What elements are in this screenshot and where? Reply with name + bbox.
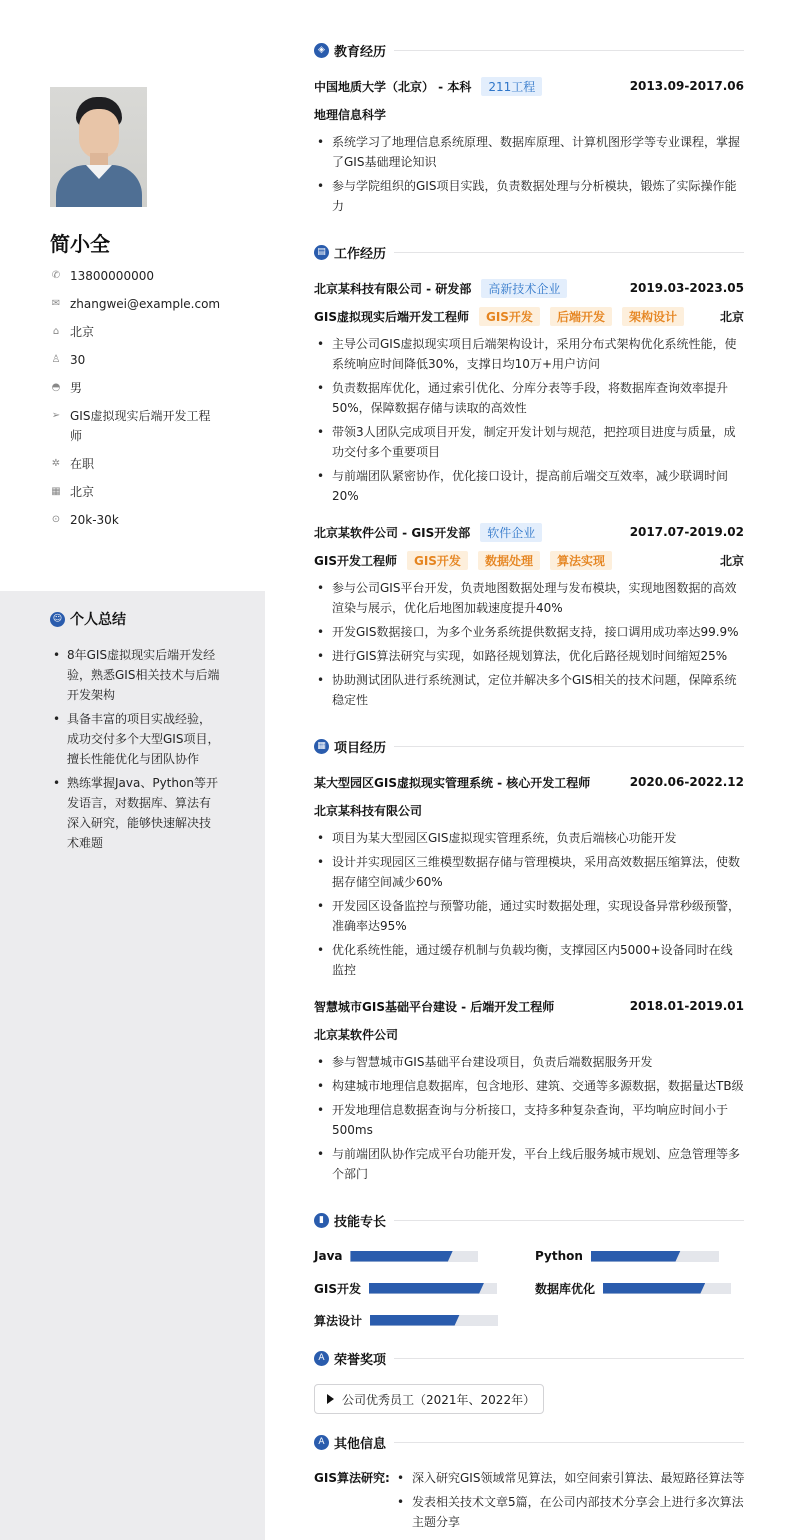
skill-tag: 数据处理 (478, 551, 540, 570)
salary-icon: ⊙ (51, 514, 61, 525)
award-icon: A (314, 1351, 329, 1366)
job-duties-list (314, 334, 744, 510)
school-tag: 211工程 (481, 77, 542, 96)
project-company-row (314, 1024, 744, 1044)
job-city: 北京 (719, 553, 744, 568)
list-item: • 深入研究GIS领域常见算法，如空间索引算法、最短路径算法等 (394, 1468, 746, 1488)
skill-bar-fill (591, 1251, 681, 1262)
list-item: • 系统学习了地理信息系统原理、数据库原理、计算机图形学等专业课程，掌握了GIS基础理论知识 (314, 132, 744, 172)
divider (394, 1220, 744, 1221)
awards-heading: A 荣誉奖项 (314, 1348, 744, 1368)
summary-heading: ☺ 个人总结 (50, 609, 126, 629)
list-item: • 协助测试团队进行系统测试，定位并解决多个GIS相关的技术问题，保障系统稳定性 (314, 670, 744, 710)
education-row (314, 76, 744, 96)
list-item: • 优化系统性能，通过缓存机制与负载均衡，支撑园区内5000+设备同时在线监控 (314, 940, 744, 980)
skill-bar-fill (603, 1283, 705, 1294)
education-list (314, 132, 744, 220)
skill-tag: GIS开发 (479, 307, 540, 326)
job-period: 2017.07-2019.02 (629, 525, 744, 539)
project-row (314, 772, 744, 792)
job-company-row (314, 522, 744, 542)
list-item: • 8年GIS虚拟现实后端开发经验，熟悉GIS相关技术与后端开发架构 (50, 645, 220, 705)
other-label: GIS算法研究: (314, 1471, 390, 1485)
list-item: • 与前端团队协作完成平台功能开发，平台上线后服务城市规划、应急管理等多个部门 (314, 1144, 744, 1184)
other-heading: A 其他信息 (314, 1432, 744, 1452)
job-city: 北京 (719, 309, 744, 324)
skill-bar-fill (369, 1283, 484, 1294)
company-name: 北京某科技有限公司 - 研发部 (314, 281, 472, 296)
skill-tag: GIS开发 (407, 551, 468, 570)
company-tag: 软件企业 (480, 523, 542, 542)
position-name: GIS虚拟现实后端开发工程师 (314, 309, 469, 324)
job-position-row (314, 306, 744, 326)
caret-right-icon (327, 1394, 334, 1404)
skill-item: 算法设计 (314, 1310, 498, 1330)
gender-icon: ◓ (51, 382, 61, 393)
company-name: 北京某软件公司 - GIS开发部 (314, 525, 471, 540)
project-company: 北京某科技有限公司 (314, 803, 423, 818)
project-company-row (314, 800, 744, 820)
contact-list (50, 266, 220, 538)
briefcase-icon: ▤ (314, 245, 329, 260)
phone-icon: ✆ (51, 270, 61, 281)
list-item: • 发表相关技术文章5篇，在公司内部技术分享会上进行多次算法主题分享 (394, 1492, 746, 1532)
other-list (394, 1468, 746, 1536)
list-item: • 项目为某大型园区GIS虚拟现实管理系统，负责后端核心功能开发 (314, 828, 744, 848)
contact-item: ✉ zhangwei@example.com (50, 294, 220, 314)
project-row (314, 996, 744, 1016)
contact-item: ✆ 13800000000 (50, 266, 220, 286)
project-list (314, 828, 744, 984)
divider (394, 746, 744, 747)
skill-bar-fill (370, 1315, 460, 1326)
info-icon: A (314, 1435, 329, 1450)
list-item: • 具备丰富的项目实战经验，成功交付多个大型GIS项目，擅长性能优化与团队协作 (50, 709, 220, 769)
skill-item: Python (535, 1246, 719, 1266)
list-item: • 熟练掌握Java、Python等开发语言，对数据库、算法有深入研究，能够快速解决技术难题 (50, 773, 220, 853)
list-item: • 参与学院组织的GIS项目实践，负责数据处理与分析模块，锻炼了实际操作能力 (314, 176, 744, 216)
list-item: • 参与公司GIS平台开发，负责地图数据处理与发布模块，实现地图数据的高效渲染与展示，优化后地图加载速度提升40% (314, 578, 744, 618)
education-heading: ◈ 教育经历 (314, 40, 744, 60)
project-list (314, 1052, 744, 1188)
project-period: 2018.01-2019.01 (629, 999, 744, 1013)
list-item: • 与前端团队紧密协作，优化接口设计，提高前后端交互效率，减少联调时间20% (314, 466, 744, 506)
divider (394, 50, 744, 51)
contact-item: ♙ 30 (50, 350, 220, 370)
status-icon: ✲ (51, 458, 61, 469)
award-text: 公司优秀员工（2021年、2022年） (342, 1392, 536, 1407)
skill-bar (350, 1251, 478, 1262)
list-item: • 带领3人团队完成项目开发，制定开发计划与规范，把控项目进度与质量，成功交付多个重要项目 (314, 422, 744, 462)
skill-item: 数据库优化 (535, 1278, 731, 1298)
list-item: • 开发园区设备监控与预警功能，通过实时数据处理，实现设备异常秒级预警，准确率达95% (314, 896, 744, 936)
project-company: 北京某软件公司 (314, 1027, 399, 1042)
skill-bar (369, 1283, 497, 1294)
summary-list (50, 645, 220, 857)
project-period: 2020.06-2022.12 (629, 775, 744, 789)
skills-heading: ▮ 技能专长 (314, 1210, 744, 1230)
contact-item: ▦ 北京 (50, 482, 220, 502)
send-icon: ➢ (51, 410, 61, 421)
skill-bar (370, 1315, 498, 1326)
list-item: • 参与智慧城市GIS基础平台建设项目，负责后端数据服务开发 (314, 1052, 744, 1072)
skill-bar (603, 1283, 731, 1294)
email-icon: ✉ (51, 298, 61, 309)
age-icon: ♙ (51, 354, 61, 365)
project-name: 某大型园区GIS虚拟现实管理系统 - 核心开发工程师 (314, 775, 591, 790)
list-item: • 主导公司GIS虚拟现实项目后端架构设计，采用分布式架构优化系统性能，使系统响应时间降低30%，支撑日均10万+用户访问 (314, 334, 744, 374)
list-item: • 开发地理信息数据查询与分析接口，支持多种复杂查询，平均响应时间小于500ms (314, 1100, 744, 1140)
user-icon: ☺ (50, 612, 65, 627)
position-name: GIS开发工程师 (314, 553, 397, 568)
contact-item: ➢ GIS虚拟现实后端开发工程师 (50, 406, 220, 446)
graduation-cap-icon: ◈ (314, 43, 329, 58)
company-tag: 高新技术企业 (481, 279, 567, 298)
contact-item: ⌂ 北京 (50, 322, 220, 342)
contact-item: ✲ 在职 (50, 454, 220, 474)
home-icon: ⌂ (52, 326, 60, 337)
skill-bar (591, 1251, 719, 1262)
skill-tag: 架构设计 (622, 307, 684, 326)
major: 地理信息科学 (314, 107, 387, 122)
list-item: • 构建城市地理信息数据库，包含地形、建筑、交通等多源数据，数据量达TB级 (314, 1076, 744, 1096)
projects-heading: ▦ 项目经历 (314, 736, 744, 756)
avatar (50, 87, 147, 207)
divider (394, 1442, 744, 1443)
grid-icon: ▦ (314, 739, 329, 754)
contact-item: ◓ 男 (50, 378, 220, 398)
contact-item: ⊙ 20k-30k (50, 510, 220, 530)
bar-chart-icon: ▮ (314, 1213, 329, 1228)
profile-name: 简小全 (50, 232, 110, 256)
building-icon: ▦ (51, 486, 61, 497)
skill-tag: 后端开发 (550, 307, 612, 326)
job-company-row (314, 278, 744, 298)
award-toggle[interactable] (314, 1384, 544, 1414)
job-position-row (314, 550, 744, 570)
major-row (314, 104, 744, 124)
project-name: 智慧城市GIS基础平台建设 - 后端开发工程师 (314, 999, 555, 1014)
school-name: 中国地质大学（北京） - 本科 (314, 79, 472, 94)
skill-tag: 算法实现 (550, 551, 612, 570)
work-heading: ▤ 工作经历 (314, 242, 744, 262)
skill-bar-fill (350, 1251, 452, 1262)
list-item: • 进行GIS算法研究与实现，如路径规划算法，优化后路径规划时间缩短25% (314, 646, 744, 666)
divider (394, 252, 744, 253)
skill-item: GIS开发 (314, 1278, 497, 1298)
list-item: • 开发GIS数据接口，为多个业务系统提供数据支持，接口调用成功率达99.9% (314, 622, 744, 642)
job-duties-list (314, 578, 744, 714)
education-period: 2013.09-2017.06 (629, 79, 744, 93)
list-item: • 负责数据库优化，通过索引优化、分库分表等手段，将数据库查询效率提升50%，保障数据存储与读取的高效性 (314, 378, 744, 418)
divider (394, 1358, 744, 1359)
list-item: • 设计并实现园区三维模型数据存储与管理模块，采用高效数据压缩算法，使数据存储空间减少60% (314, 852, 744, 892)
job-period: 2019.03-2023.05 (629, 281, 744, 295)
skill-item: Java (314, 1246, 478, 1266)
